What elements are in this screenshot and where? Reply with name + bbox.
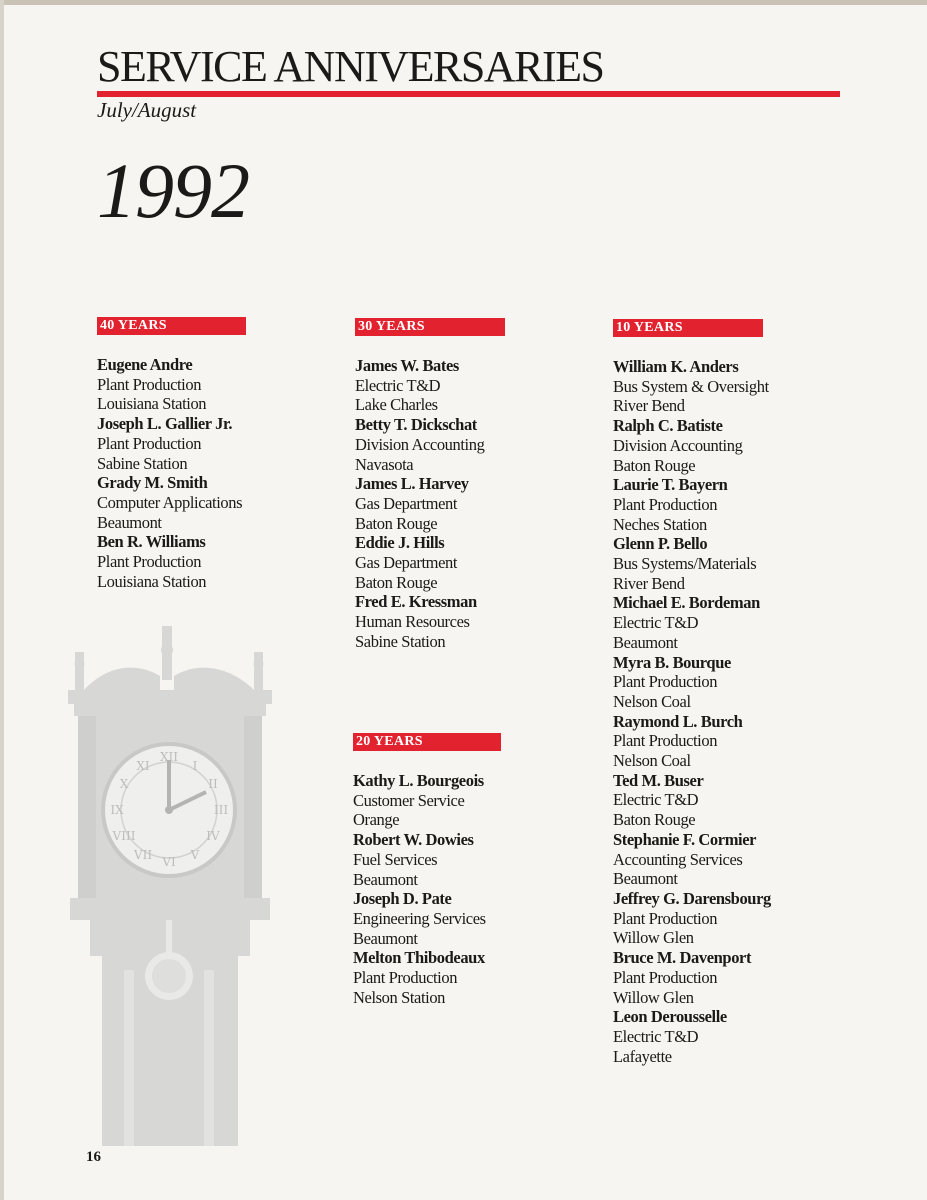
person-location: Louisiana Station: [97, 394, 207, 414]
section-header-30-years: 30 YEARS: [355, 318, 505, 336]
person-location: Baton Rouge: [613, 455, 696, 475]
person-name: Eddie J. Hills: [355, 533, 445, 553]
svg-text:VII: VII: [133, 848, 153, 862]
person-location: Sabine Station: [97, 453, 188, 473]
person-location: Nelson Coal: [613, 691, 691, 711]
page-binding-edge: [0, 0, 4, 1200]
page-number: 16: [86, 1149, 101, 1165]
person-name: Stephanie F. Cormier: [613, 829, 757, 849]
person-location: Baton Rouge: [355, 572, 438, 592]
list-item: [97, 414, 246, 473]
person-department: Plant Production: [97, 552, 202, 572]
person-department: Human Resources: [355, 612, 470, 632]
person-department: Plant Production: [613, 967, 718, 987]
person-name: Ted M. Buser: [613, 770, 704, 790]
anniversary-group-20-years: [353, 733, 501, 1007]
svg-text:X: X: [119, 777, 129, 791]
person-department: Plant Production: [353, 968, 458, 988]
list-item: [355, 592, 505, 651]
list-item: [97, 473, 246, 532]
svg-text:I: I: [192, 759, 198, 773]
svg-text:XII: XII: [159, 750, 179, 764]
people-list: [97, 355, 246, 591]
person-location: River Bend: [613, 396, 685, 416]
svg-text:XI: XI: [136, 759, 150, 773]
section-header-20-years: 20 YEARS: [353, 733, 501, 751]
page-title: SERVICE ANNIVERSARIES: [97, 42, 604, 91]
person-department: Plant Production: [613, 908, 718, 928]
svg-text:V: V: [190, 848, 200, 862]
list-item: [355, 356, 505, 415]
person-location: Neches Station: [613, 514, 707, 534]
list-item: [613, 889, 771, 948]
person-department: Electric T&D: [355, 375, 441, 395]
page-subtitle: July/August: [97, 98, 197, 122]
list-item: [613, 771, 771, 830]
svg-text:VIII: VIII: [112, 829, 136, 843]
person-department: Bus Systems/Materials: [613, 554, 757, 574]
person-name: William K. Anders: [613, 357, 739, 376]
people-list: [355, 356, 505, 652]
svg-text:IV: IV: [206, 829, 220, 843]
anniversary-group-10-years: [613, 319, 771, 1066]
person-department: Electric T&D: [613, 1026, 699, 1046]
person-location: Beaumont: [613, 869, 678, 889]
list-item: [355, 415, 505, 474]
list-item: [613, 475, 771, 534]
person-department: Electric T&D: [613, 613, 699, 633]
list-item: [353, 948, 501, 1007]
anniversary-group-40-years: [97, 317, 246, 591]
year-heading: 1992: [97, 147, 249, 234]
svg-text:III: III: [213, 803, 229, 817]
list-item: [613, 357, 771, 416]
person-name: Glenn P. Bello: [613, 534, 708, 554]
person-location: Lake Charles: [355, 395, 438, 415]
person-department: Bus System & Oversight: [613, 376, 769, 396]
list-item: [97, 355, 246, 414]
svg-text:IX: IX: [110, 803, 124, 817]
svg-text:II: II: [208, 777, 218, 791]
person-name: Bruce M. Davenport: [613, 948, 752, 968]
person-name: Joseph L. Gallier Jr.: [97, 414, 233, 434]
person-name: Ben R. Williams: [97, 532, 206, 552]
svg-text:VI: VI: [162, 855, 176, 869]
person-location: Willow Glen: [613, 987, 694, 1007]
clock-icon: [64, 620, 279, 1150]
person-location: Baton Rouge: [613, 810, 696, 830]
person-name: Jeffrey G. Darensbourg: [613, 888, 771, 908]
person-name: Michael E. Bordeman: [613, 593, 760, 613]
person-location: Louisiana Station: [97, 571, 207, 591]
person-location: Nelson Coal: [613, 751, 691, 771]
list-item: [613, 653, 771, 712]
section-header-10-years: 10 YEARS: [613, 319, 763, 337]
person-location: Beaumont: [353, 928, 418, 948]
person-name: Grady M. Smith: [97, 473, 208, 493]
person-location: Beaumont: [353, 869, 418, 889]
person-location: Sabine Station: [355, 631, 446, 651]
page-top-edge: [0, 0, 927, 5]
person-name: Joseph D. Pate: [353, 889, 452, 909]
person-name: Robert W. Dowies: [353, 830, 474, 850]
section-header-40-years: 40 YEARS: [97, 317, 246, 335]
person-department: Engineering Services: [353, 908, 486, 928]
people-list: [613, 357, 771, 1066]
person-department: Plant Production: [613, 672, 718, 692]
person-name: James L. Harvey: [355, 474, 469, 494]
list-item: [353, 771, 501, 830]
person-department: Customer Service: [353, 790, 465, 810]
person-name: Betty T. Dickschat: [355, 415, 477, 435]
person-department: Computer Applications: [97, 492, 243, 512]
list-item: [613, 830, 771, 889]
person-location: Lafayette: [613, 1046, 672, 1066]
list-item: [613, 712, 771, 771]
list-item: [353, 889, 501, 948]
person-name: Leon Derousselle: [613, 1007, 727, 1027]
person-location: Beaumont: [613, 632, 678, 652]
person-location: River Bend: [613, 573, 685, 593]
list-item: [613, 948, 771, 1007]
person-department: Gas Department: [355, 553, 458, 573]
list-item: [355, 533, 505, 592]
person-department: Plant Production: [97, 433, 202, 453]
people-list: [353, 771, 501, 1007]
list-item: [613, 593, 771, 652]
anniversary-group-30-years: [355, 318, 505, 652]
person-department: Plant Production: [97, 374, 202, 394]
person-department: Electric T&D: [613, 790, 699, 810]
person-name: Fred E. Kressman: [355, 592, 477, 612]
person-location: Willow Glen: [613, 928, 694, 948]
person-location: Navasota: [355, 454, 414, 474]
person-name: James W. Bates: [355, 356, 459, 375]
person-location: Orange: [353, 810, 400, 830]
person-location: Beaumont: [97, 512, 162, 532]
person-name: Melton Thibodeaux: [353, 948, 485, 968]
person-name: Eugene Andre: [97, 355, 193, 374]
person-name: Kathy L. Bourgeois: [353, 771, 484, 790]
list-item: [613, 416, 771, 475]
person-name: Ralph C. Batiste: [613, 416, 723, 436]
list-item: [613, 534, 771, 593]
person-department: Plant Production: [613, 494, 718, 514]
title-underline: [97, 91, 840, 97]
list-item: [97, 532, 246, 591]
person-department: Division Accounting: [613, 435, 743, 455]
person-department: Fuel Services: [353, 849, 438, 869]
list-item: [353, 830, 501, 889]
person-department: Accounting Services: [613, 849, 743, 869]
person-name: Myra B. Bourque: [613, 652, 731, 672]
list-item: [355, 474, 505, 533]
person-department: Plant Production: [613, 731, 718, 751]
list-item: [613, 1007, 771, 1066]
person-department: Division Accounting: [355, 434, 485, 454]
person-name: Raymond L. Burch: [613, 711, 743, 731]
person-name: Laurie T. Bayern: [613, 475, 728, 495]
person-location: Baton Rouge: [355, 513, 438, 533]
person-location: Nelson Station: [353, 987, 446, 1007]
person-department: Gas Department: [355, 493, 458, 513]
